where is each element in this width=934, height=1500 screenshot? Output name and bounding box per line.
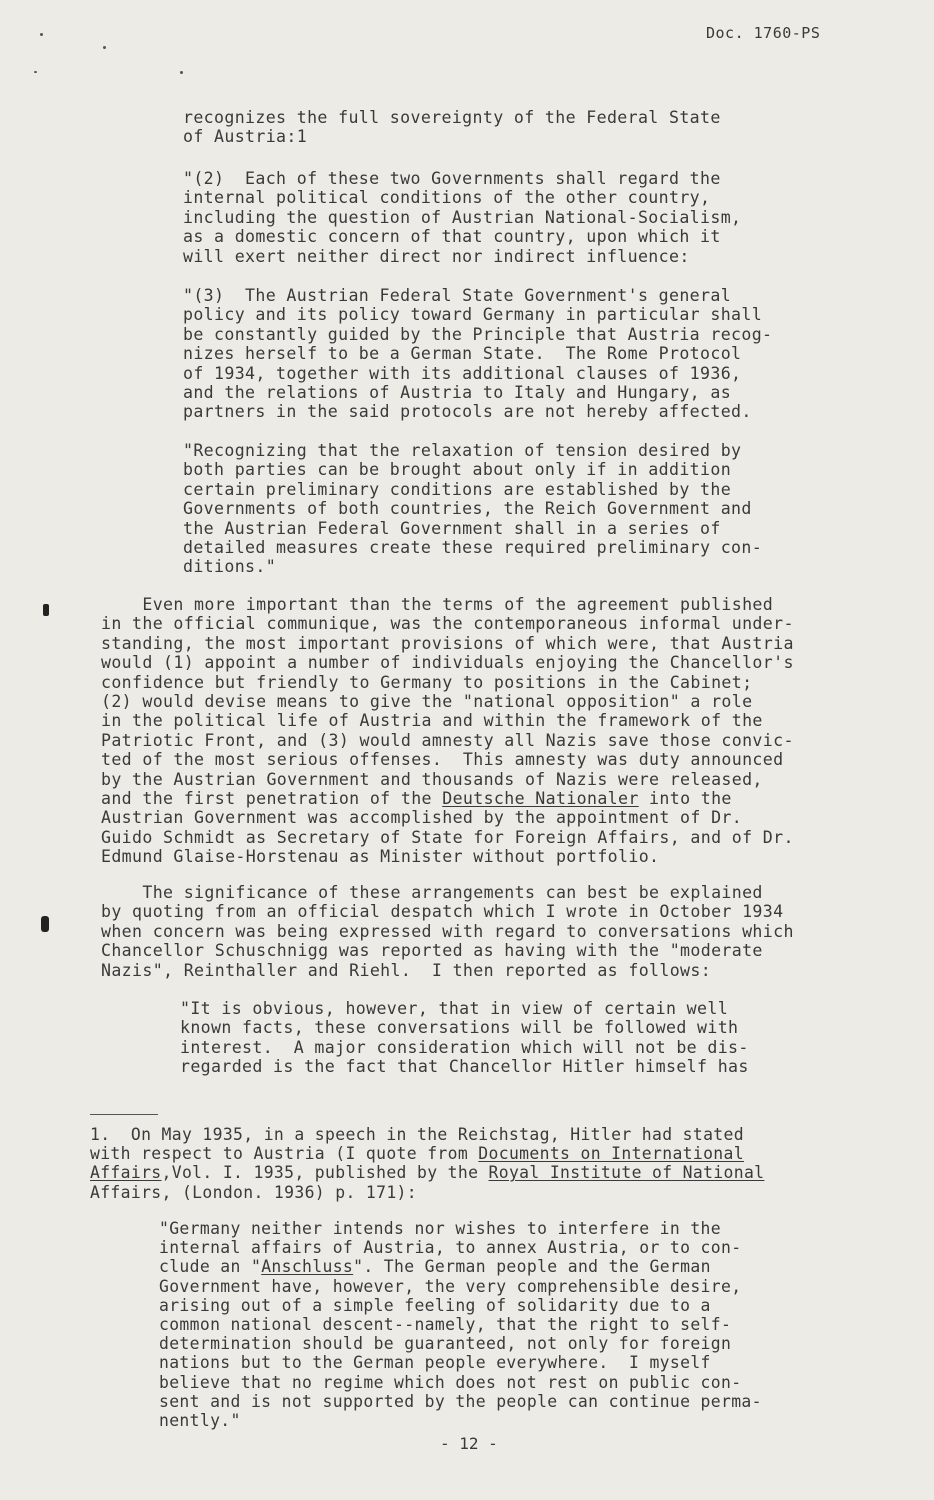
speck-mark <box>103 46 106 49</box>
speck-mark <box>180 71 183 74</box>
footnote-quote-hitler: "Germany neither intends nor wishes to interfere in the internal affairs of Austria, to annex Austria, or to con- clude an "Anschluss". The German people and the German Government have, however, the very comprehensible desire, arising out of a simple feeling of solidarity due to a common national descent--namely, that the right to self- determination should be guaranteed, not only for foreign nations but to the German people everywhere. I myself believe that no regime which does not rest on public con- sent and is not supported by the people can continue perma- nently." <box>159 1219 762 1431</box>
quote-recognizing: "Recognizing that the relaxation of tension desired by both parties can be brought about only if in addition certain preliminary conditions are established by the Governments of both countries, the Reich Government and the Austrian Federal Government shall in a series of detailed measures create these required preliminary con- ditions." <box>183 441 763 577</box>
footnote-1: 1. On May 1935, in a speech in the Reichstag, Hitler had stated with respect to Austria (I quote from Documents on International Affairs,Vol. I. 1935, published by the Royal Institute of National Affairs, (London. 1936) p. 171): <box>90 1125 765 1202</box>
binder-hole-mark <box>43 604 49 616</box>
speck-mark <box>34 71 37 73</box>
quote-intro: recognizes the full sovereignty of the Federal State of Austria:1 <box>183 108 721 147</box>
paragraph-significance: The significance of these arrangements can best be explained by quoting from an official despatch which I wrote in October 1934 when concern was being expressed with regard to conversations which Chancellor Schuschnigg was reported as having with the "moderate Nazis", Reinthaller and Riehl. I then reported as follows: <box>101 883 794 980</box>
quote-clause-3: "(3) The Austrian Federal State Government's general policy and its policy toward Germany in particular shall be constantly guided by the Principle that Austria recog- nizes herself to be a German State. The Rome Protocol of 1934, together with its additional clauses of 1936, and the relations of Austria to Italy and Hungary, as partners in the said protocols are not hereby affected. <box>183 286 773 422</box>
footnote-divider <box>90 1114 158 1115</box>
speck-mark <box>40 33 43 36</box>
page-number: - 12 - <box>440 1434 498 1453</box>
quote-despatch: "It is obvious, however, that in view of certain well known facts, these conversations will be followed with interest. A major consideration which will not be dis- regarded is the fact that Chancellor Hitler himself has <box>180 999 749 1077</box>
binder-hole-mark <box>41 916 49 932</box>
document-number: Doc. 1760-PS <box>706 24 821 42</box>
deutsche-nationaler-term: Deutsche Nationaler <box>442 789 639 809</box>
quote-clause-2: "(2) Each of these two Governments shall regard the internal political conditions of the other country, including the question of Austrian National-Socialism, as a domestic concern of that country, upon which it will exert neither direct nor indirect influence: <box>183 169 742 266</box>
paragraph-informal-understanding: Even more important than the terms of the agreement published in the official communique, was the contemporaneous informal under- standing, the most important provisions of which were, that Austria would (1) appoint a number of individuals enjoying the Chancellor's confidence but friendly to Germany to positions in the Cabinet; (2) would devise means to give the "national opposition" a role in the political life of Austria and within the framework of the Patriotic Front, and (3) would amnesty all Nazis save those convic- ted of the most serious offenses. This amnesty was duty announced by the Austrian Government and thousands of Nazis were released, and the first penetration of the Deutsche Nationaler into the Austrian Government was accomplished by the appointment of Dr. Guido Schmidt as Secretary of State for Foreign Affairs, and of Dr. Edmund Glaise-Horstenau as Minister without portfolio. <box>101 595 794 867</box>
